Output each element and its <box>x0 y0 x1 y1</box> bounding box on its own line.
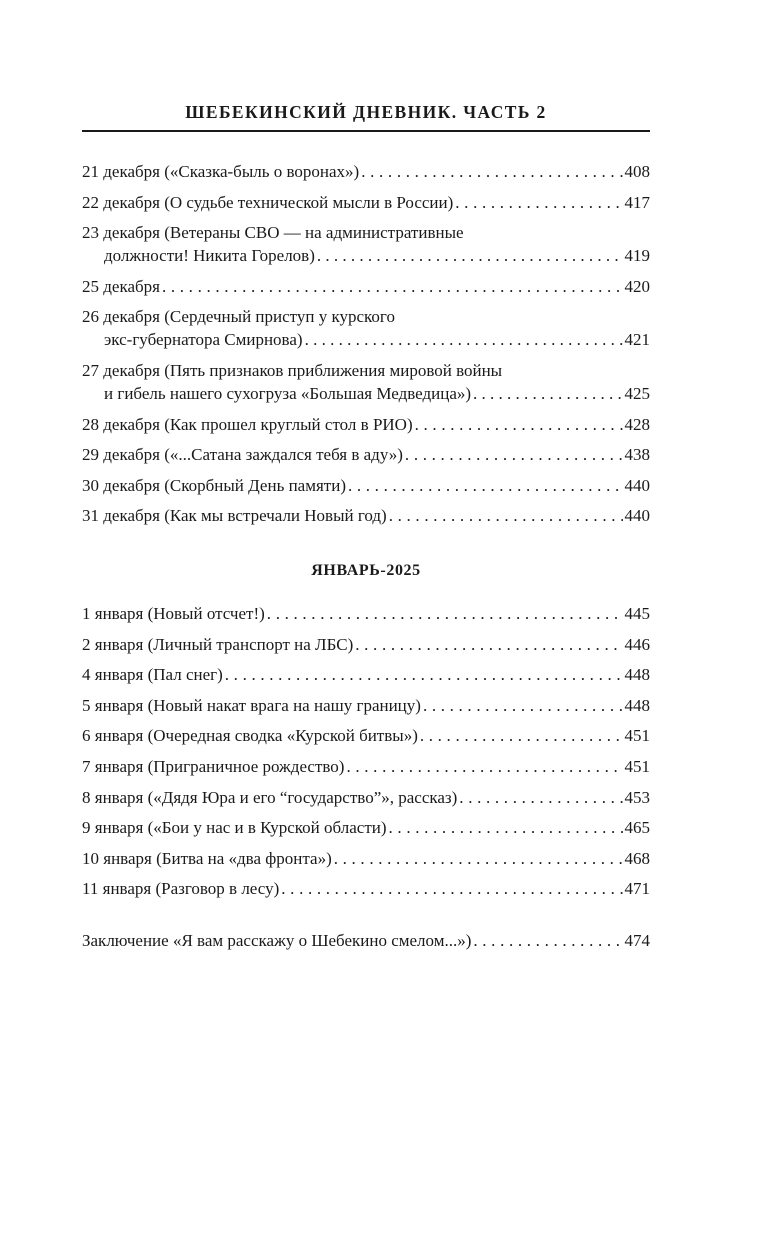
toc-entry-title: экс-губернатора Смирнова) <box>104 330 303 350</box>
toc-conclusion <box>82 929 650 960</box>
dot-leader <box>423 694 623 717</box>
toc-entry[interactable] <box>82 305 650 351</box>
toc-entry-title: 10 января (Битва на «два фронта») <box>82 848 332 868</box>
toc-entry-title: 30 декабря (Скорбный День памяти) <box>82 475 346 495</box>
toc-entry-title: 8 января («Дядя Юра и его “государство”», рассказ) <box>82 787 458 807</box>
dot-leader <box>267 602 623 625</box>
toc-entry[interactable] <box>82 755 650 778</box>
book-page <box>82 0 650 1240</box>
toc-entry[interactable] <box>82 191 650 214</box>
dot-leader <box>389 816 623 839</box>
dot-leader <box>473 382 622 405</box>
toc-entry-title: 7 января (Приграничное рождество) <box>82 756 345 776</box>
dot-leader <box>346 755 622 778</box>
toc-entry-title: 1 января (Новый отсчет!) <box>82 604 265 623</box>
toc-entry[interactable] <box>82 443 650 466</box>
dot-leader <box>389 504 623 527</box>
toc-entry[interactable] <box>82 724 650 747</box>
toc-entry[interactable] <box>82 816 650 839</box>
dot-leader <box>348 474 623 497</box>
toc-entry-page: 445 <box>624 604 650 623</box>
toc-entry-title-line1: 26 декабря (Сердечный приступ у курского <box>82 307 395 327</box>
toc-entry[interactable] <box>82 786 650 809</box>
dot-leader <box>162 275 623 298</box>
toc-entry[interactable] <box>82 359 650 405</box>
toc-entry[interactable] <box>82 602 650 625</box>
toc-entry-title: Заключение «Я вам расскажу о Шебекино смелом...») <box>82 931 472 950</box>
dot-leader <box>361 160 622 183</box>
toc-december <box>82 160 650 535</box>
toc-entry-title: должности! Никита Горелов) <box>104 246 315 266</box>
dot-leader <box>455 191 622 214</box>
dot-leader <box>459 786 622 809</box>
toc-entry-page: 451 <box>624 756 650 776</box>
toc-entry-page: 446 <box>624 634 650 654</box>
dot-leader <box>355 633 622 656</box>
toc-entry-page: 451 <box>624 726 650 746</box>
toc-entry[interactable] <box>82 275 650 298</box>
running-head: ШЕБЕКИНСКИЙ ДНЕВНИК. ЧАСТЬ 2 <box>185 102 547 122</box>
dot-leader <box>415 413 623 436</box>
dot-leader <box>473 929 622 952</box>
toc-entry-title: 21 декабря («Сказка-быль о воронах») <box>82 162 360 181</box>
toc-entry-title: 2 января (Личный транспорт на ЛБС) <box>82 634 354 654</box>
header-rule <box>82 130 650 132</box>
toc-january <box>82 602 650 908</box>
toc-entry-title: 5 января (Новый накат врага на нашу границу) <box>82 695 421 715</box>
toc-entry[interactable] <box>82 504 650 527</box>
dot-leader <box>334 847 623 870</box>
toc-entry-page: 448 <box>624 695 650 715</box>
toc-entry-title: и гибель нашего сухогруза «Большая Медведица») <box>104 383 472 403</box>
toc-entry[interactable] <box>82 694 650 717</box>
toc-entry-title: 11 января (Разговор в лесу) <box>82 879 280 899</box>
dot-leader <box>225 663 623 686</box>
toc-entry[interactable] <box>82 221 650 267</box>
toc-entry-title-line1: 23 декабря (Ветераны СВО — на административные <box>82 223 464 243</box>
toc-entry-page: 448 <box>624 665 650 685</box>
toc-entry-title: 29 декабря («...Сатана заждался тебя в аду») <box>82 445 403 465</box>
toc-entry-page: 474 <box>624 931 650 950</box>
toc-entry-page: 465 <box>624 818 650 838</box>
toc-entry-title: 31 декабря (Как мы встречали Новый год) <box>82 506 387 526</box>
toc-entry[interactable] <box>82 633 650 656</box>
toc-entry-page: 408 <box>624 162 650 181</box>
toc-entry[interactable] <box>82 847 650 870</box>
toc-entry-title-line1: 27 декабря (Пять признаков приближения мировой войны <box>82 360 503 380</box>
dot-leader <box>281 877 622 900</box>
toc-entry[interactable] <box>82 877 650 900</box>
toc-entry[interactable] <box>82 663 650 686</box>
section-heading: ЯНВАРЬ-2025 <box>311 562 421 579</box>
toc-entry-page: 453 <box>624 787 650 807</box>
toc-entry-page: 420 <box>624 276 650 296</box>
toc-entry-title: 9 января («Бои у нас и в Курской области) <box>82 818 387 838</box>
toc-entry-page: 428 <box>624 414 650 434</box>
toc-entry[interactable] <box>82 413 650 436</box>
toc-entry[interactable] <box>82 160 650 183</box>
toc-entry-title: 28 декабря (Как прошел круглый стол в РИО) <box>82 414 413 434</box>
toc-entry-page: 440 <box>624 506 650 526</box>
toc-entry-page: 417 <box>624 192 650 212</box>
toc-entry-page: 468 <box>624 848 650 868</box>
toc-entry-title: 22 декабря (О судьбе технической мысли в России) <box>82 192 454 212</box>
dot-leader <box>420 724 623 747</box>
dot-leader <box>317 244 623 267</box>
dot-leader <box>305 328 623 351</box>
toc-entry[interactable] <box>82 474 650 497</box>
toc-entry-page: 421 <box>624 330 650 350</box>
toc-entry-title: 6 января (Очередная сводка «Курской битвы») <box>82 726 418 746</box>
toc-entry-title: 25 декабря <box>82 276 160 296</box>
toc-entry-page: 471 <box>624 879 650 899</box>
toc-entry-conclusion[interactable] <box>82 929 650 952</box>
toc-entry-page: 438 <box>624 445 650 465</box>
dot-leader <box>405 443 623 466</box>
toc-entry-page: 440 <box>624 475 650 495</box>
toc-entry-page: 425 <box>624 383 650 403</box>
toc-entry-page: 419 <box>624 246 650 266</box>
toc-entry-title: 4 января (Пал снег) <box>82 665 223 685</box>
